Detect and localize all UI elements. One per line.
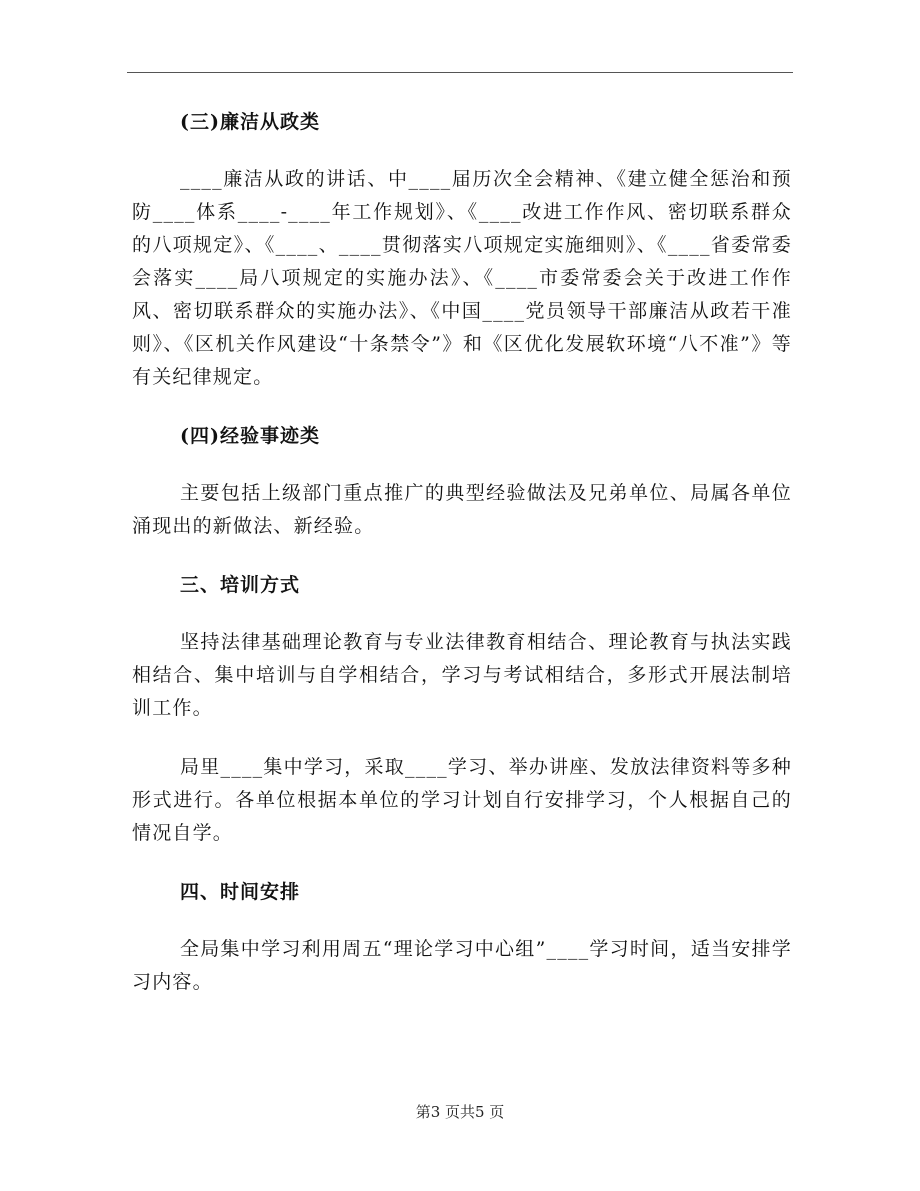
section-heading-training-method: 三、培训方式 xyxy=(180,574,301,596)
header-rule xyxy=(127,72,793,73)
section-heading-experience: (四)经验事迹类 xyxy=(180,425,320,447)
paragraph-experience-content: 主要包括上级部门重点推广的典型经验做法及兄弟单位、局属各单位涌现出的新做法、新经验。 xyxy=(132,482,792,537)
document-body xyxy=(132,100,792,999)
page-number: 第3 页共5 页 xyxy=(415,1103,505,1121)
paragraph-integrity-content: ____廉洁从政的讲话、中____届历次全会精神、《建立健全惩治和预防____体系____-____年工作规划》、《____改进工作作风、密切联系群众的八项规定》、《____、____贯彻落实八项规定实施细则》、《____省委常委会落实____局八项规定的实施办法》、《____市委常委会关于改进工作作风、密切联系群众的实施办法》、《中国____党员领导干部廉洁从政若干准则》、《区机关作风建设“十条禁令”》和《区优化发展软环境“八不准”》等有关纪律规定。 xyxy=(132,168,792,388)
section-heading-schedule: 四、时间安排 xyxy=(180,881,301,903)
section-heading-integrity: (三)廉洁从政类 xyxy=(180,111,320,133)
paragraph-training-method: 坚持法律基础理论教育与专业法律教育相结合、理论教育与执法实践相结合、集中培训与自学相结合，学习与考试相结合，多形式开展法制培训工作。 xyxy=(132,631,792,719)
paragraph-schedule: 全局集中学习利用周五“理论学习中心组”____学习时间，适当安排学习内容。 xyxy=(132,938,792,993)
paragraph-training-forms: 局里____集中学习，采取____学习、举办讲座、发放法律资料等多种形式进行。各单位根据本单位的学习计划自行安排学习，个人根据自己的情况自学。 xyxy=(132,756,792,844)
